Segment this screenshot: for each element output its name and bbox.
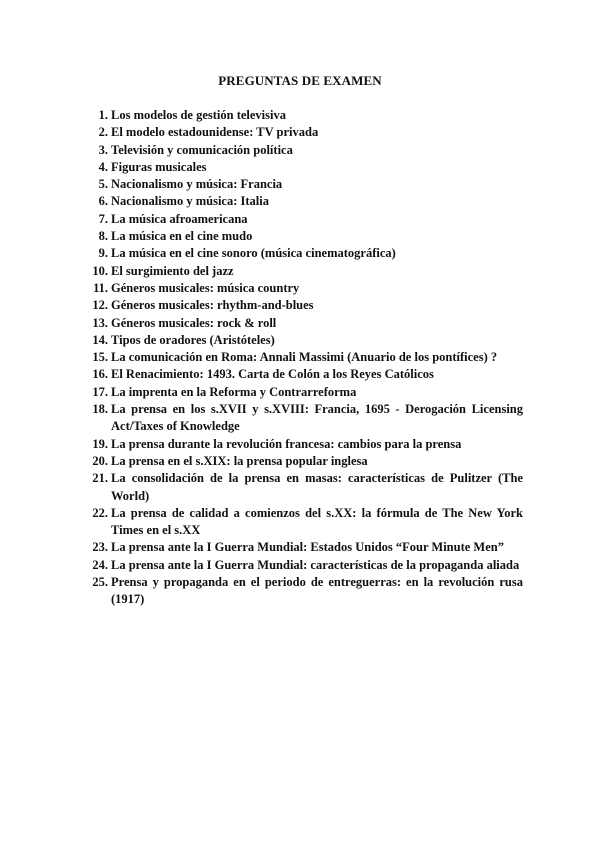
question-number: 20. [92, 453, 108, 468]
question-number: 17. [92, 384, 108, 399]
question-item [88, 401, 523, 436]
question-text: Géneros musicales: rock & roll [111, 315, 277, 330]
question-list [88, 107, 523, 609]
question-item [88, 193, 523, 210]
question-item [88, 470, 523, 505]
question-text: Géneros musicales: música country [111, 280, 300, 295]
question-number: 3. [98, 142, 108, 157]
question-item [88, 176, 523, 193]
question-item [88, 263, 523, 280]
question-number: 12. [92, 298, 108, 313]
question-text: La música en el cine mudo [111, 229, 253, 244]
question-number: 4. [98, 159, 108, 174]
question-number: 5. [98, 177, 108, 192]
question-item [88, 245, 523, 262]
question-number: 6. [98, 194, 108, 209]
question-item [88, 124, 523, 141]
question-text: La consolidación de la prensa en masas: características de Pulitzer (The World) [111, 471, 523, 503]
question-text: La prensa de calidad a comienzos del s.XX: la fórmula de The New York Times en el s.XX [111, 505, 523, 538]
question-text: El Renacimiento: 1493. Carta de Colón a los Reyes Católicos [111, 367, 434, 382]
question-item [88, 349, 523, 366]
question-text: La prensa ante la I Guerra Mundial: Estados Unidos “Four Minute Men” [111, 540, 504, 555]
question-item [88, 228, 523, 245]
question-item [88, 453, 523, 470]
question-text: Prensa y propaganda en el periodo de entreguerras: en la revolución rusa (1917) [111, 575, 523, 607]
question-number: 10. [92, 263, 108, 278]
question-number: 7. [98, 211, 108, 226]
question-item [88, 159, 523, 176]
question-text: La música en el cine sonoro (música cinematográfica) [111, 246, 396, 261]
question-number: 2. [98, 125, 108, 140]
question-text: La prensa durante la revolución francesa: cambios para la prensa [111, 436, 462, 451]
question-text: Figuras musicales [111, 159, 207, 174]
question-text: La música afroamericana [111, 211, 248, 226]
question-item [88, 574, 523, 609]
question-number: 19. [92, 436, 108, 451]
question-item [88, 297, 523, 314]
document-title: PREGUNTAS DE EXAMEN [218, 73, 382, 88]
question-item [88, 384, 523, 401]
question-text: Nacionalismo y música: Francia [111, 177, 283, 192]
question-number: 18. [92, 402, 108, 417]
question-text: Nacionalismo y música: Italia [111, 194, 269, 209]
question-text: Los modelos de gestión televisiva [111, 108, 286, 122]
question-item [88, 211, 523, 228]
question-number: 14. [92, 332, 108, 347]
question-item [88, 107, 523, 124]
question-number: 16. [92, 367, 108, 382]
question-number: 1. [98, 108, 108, 122]
question-text: El modelo estadounidense: TV privada [111, 125, 319, 140]
question-number: 8. [98, 229, 108, 244]
question-number: 22. [92, 505, 108, 520]
question-text: Géneros musicales: rhythm-and-blues [111, 298, 314, 313]
question-number: 25. [92, 575, 108, 590]
question-number: 11. [93, 280, 108, 295]
question-text: La imprenta en la Reforma y Contrarreforma [111, 384, 357, 399]
question-text: La prensa ante la I Guerra Mundial: características de la propaganda aliada [111, 557, 520, 572]
question-text: Tipos de oradores (Aristóteles) [111, 332, 275, 347]
question-item [88, 315, 523, 332]
question-item [88, 366, 523, 383]
question-number: 9. [98, 246, 108, 261]
question-text: El surgimiento del jazz [111, 263, 234, 278]
question-item [88, 332, 523, 349]
question-number: 23. [92, 540, 108, 555]
question-text: La prensa en los s.XVII y s.XVIII: Francia, 1695 - Derogación Licensing Act/Taxes of Knowledge [111, 402, 523, 434]
question-text: Televisión y comunicación política [111, 142, 293, 157]
question-number: 21. [92, 471, 108, 486]
question-text: La prensa en el s.XIX: la prensa popular inglesa [111, 453, 368, 468]
question-number: 24. [92, 557, 108, 572]
question-item [88, 539, 523, 556]
question-item [88, 142, 523, 159]
question-text: La comunicación en Roma: Annali Massimi (Anuario de los pontífices) ? [111, 350, 498, 365]
question-number: 15. [92, 350, 108, 365]
question-item [88, 557, 523, 574]
question-item [88, 280, 523, 297]
question-number: 13. [92, 315, 108, 330]
question-item [88, 436, 523, 453]
question-item [88, 505, 523, 540]
